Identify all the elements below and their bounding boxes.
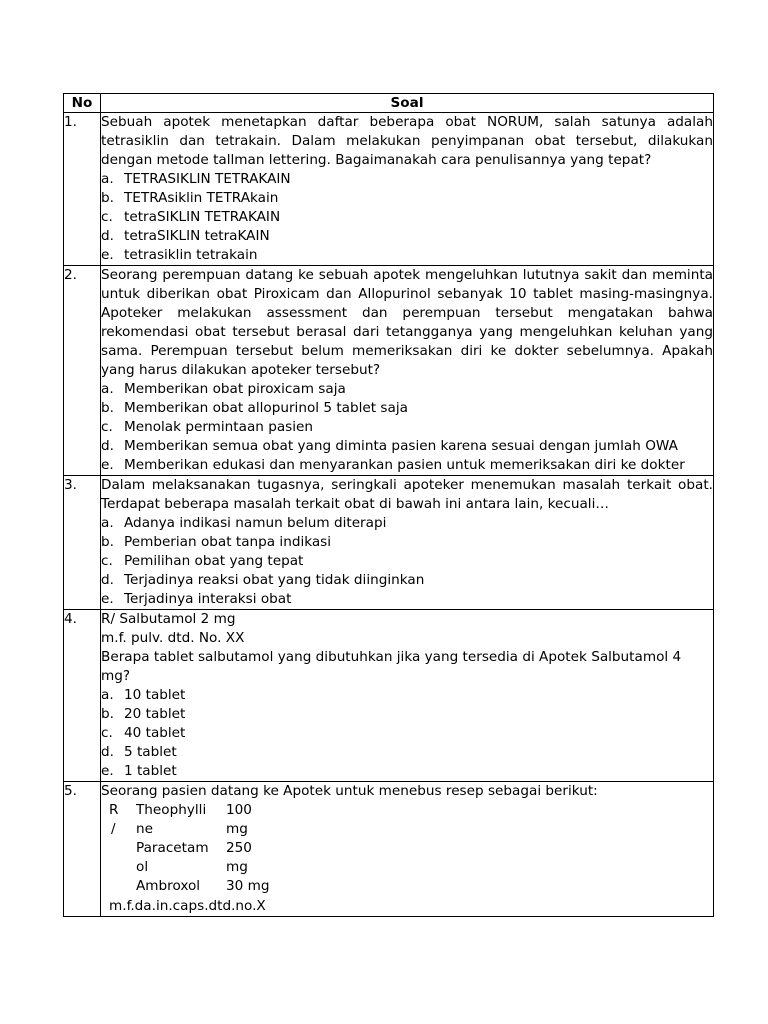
table-header-row — [64, 94, 714, 113]
question-number: 4. — [64, 610, 101, 782]
question-row — [64, 476, 714, 610]
option-text: TETRAsiklin TETRAkain — [124, 190, 279, 206]
drug-dose: 30 mg — [226, 878, 270, 894]
answer-option — [101, 571, 713, 590]
option-letter: e. — [101, 247, 114, 263]
answer-option — [101, 686, 713, 705]
question-number: 1. — [64, 113, 101, 266]
drug-dose: 100 — [226, 802, 252, 818]
question-stem: Dalam melaksanakan tugasnya, seringkali apoteker menemukan masalah terkait obat. Terdapat beberapa masalah terkait obat di bawah ini antara lain, kecuali… — [101, 477, 713, 512]
answer-option — [101, 552, 713, 571]
option-text: Pemberian obat tanpa indikasi — [124, 534, 332, 550]
answer-option — [101, 514, 713, 533]
question-cell — [101, 782, 714, 917]
option-text: 40 tablet — [124, 725, 186, 741]
question-cell — [101, 476, 714, 610]
drug-dose: 250 — [226, 840, 252, 856]
question-number: 2. — [64, 266, 101, 476]
prescription-line: R/ Salbutamol 2 mg — [101, 611, 236, 627]
option-letter: c. — [101, 209, 113, 225]
option-letter: b. — [101, 534, 114, 550]
drug-name: Paracetam — [136, 840, 209, 856]
option-letter: c. — [101, 419, 113, 435]
option-letter: c. — [101, 553, 113, 569]
question-cell — [101, 610, 714, 782]
option-letter: d. — [101, 228, 114, 244]
prescription-block — [101, 801, 713, 897]
rx-symbol: R — [109, 802, 119, 818]
question-cell — [101, 266, 714, 476]
rx-symbol: / — [111, 821, 116, 837]
option-text: Memberikan obat allopurinol 5 tablet saja — [124, 400, 408, 416]
question-table — [63, 93, 714, 917]
option-text: Menolak permintaan pasien — [124, 419, 314, 435]
question-row — [64, 113, 714, 266]
prescription-footer: m.f.da.in.caps.dtd.no.X — [109, 898, 266, 914]
option-text: TETRASIKLIN TETRAKAIN — [124, 171, 291, 187]
option-text: 10 tablet — [124, 687, 186, 703]
question-cell — [101, 113, 714, 266]
option-letter: b. — [101, 400, 114, 416]
option-text: tetrasiklin tetrakain — [124, 247, 258, 263]
answer-option — [101, 437, 713, 456]
question-stem: Seorang perempuan datang ke sebuah apotek mengeluhkan lututnya sakit dan meminta untuk diberikan obat Piroxicam dan Allopurinol sebanyak 10 tablet masing-masingnya. Apoteker melakukan assessment dan perempuan tersebut mengatakan bahwa rekomendasi obat tersebut berasal dari tetangganya yang mengeluhkan keluhan yang sama. Perempuan tersebut belum memeriksakan diri ke dokter sebelumnya. Apakah yang harus dilakukan apoteker tersebut? — [101, 267, 713, 378]
question-number: 3. — [64, 476, 101, 610]
answer-option — [101, 399, 713, 418]
option-text: Pemilihan obat yang tepat — [124, 553, 304, 569]
answer-option — [101, 590, 713, 609]
option-letter: e. — [101, 457, 114, 473]
option-letter: a. — [101, 687, 114, 703]
drug-name: Ambroxol — [136, 878, 201, 894]
drug-dose: mg — [226, 859, 248, 875]
question-stem: Seorang pasien datang ke Apotek untuk menebus resep sebagai berikut: — [101, 783, 598, 799]
option-letter: a. — [101, 381, 114, 397]
question-row — [64, 610, 714, 782]
option-text: tetraSIKLIN tetraKAIN — [124, 228, 270, 244]
option-text: tetraSIKLIN TETRAKAIN — [124, 209, 281, 225]
drug-name: ol — [136, 859, 149, 875]
option-letter: d. — [101, 744, 114, 760]
answer-option — [101, 743, 713, 762]
answer-option — [101, 724, 713, 743]
question-row — [64, 266, 714, 476]
answer-option — [101, 533, 713, 552]
drug-name: Theophylli — [136, 802, 207, 818]
question-row — [64, 782, 714, 917]
option-letter: e. — [101, 763, 114, 779]
question-stem: Berapa tablet salbutamol yang dibutuhkan jika yang tersedia di Apotek Salbutamol 4 mg? — [101, 649, 682, 684]
answer-option — [101, 227, 713, 246]
option-text: 20 tablet — [124, 706, 186, 722]
answer-option — [101, 762, 713, 781]
option-text: Terjadinya interaksi obat — [124, 591, 292, 607]
option-letter: d. — [101, 572, 114, 588]
drug-name: ne — [136, 821, 153, 837]
answer-option — [101, 208, 713, 227]
answer-option — [101, 705, 713, 724]
answer-option — [101, 189, 713, 208]
option-letter: a. — [101, 171, 114, 187]
answer-option — [101, 380, 713, 399]
option-text: 1 tablet — [124, 763, 177, 779]
option-text: Memberikan edukasi dan menyarankan pasien untuk memeriksakan diri ke dokter — [124, 457, 685, 473]
question-number: 5. — [64, 782, 101, 917]
answer-option — [101, 456, 713, 475]
option-text: Memberikan obat piroxicam saja — [124, 381, 346, 397]
option-letter: b. — [101, 706, 114, 722]
option-text: Terjadinya reaksi obat yang tidak diinginkan — [124, 572, 425, 588]
answer-option — [101, 170, 713, 189]
option-text: Memberikan semua obat yang diminta pasien karena sesuai dengan jumlah OWA — [124, 438, 678, 454]
question-stem: Sebuah apotek menetapkan daftar beberapa obat NORUM, salah satunya adalah tetrasiklin dan tetrakain. Dalam melakukan penyimpanan obat tersebut, dilakukan dengan metode tallman lettering. Bagaimanakah cara penulisannya yang tepat? — [101, 114, 713, 168]
option-letter: e. — [101, 591, 114, 607]
option-text: 5 tablet — [124, 744, 177, 760]
option-letter: c. — [101, 725, 113, 741]
header-soal: Soal — [101, 94, 714, 113]
header-no: No — [64, 94, 101, 113]
option-letter: a. — [101, 515, 114, 531]
prescription-line: m.f. pulv. dtd. No. XX — [101, 630, 245, 646]
option-text: Adanya indikasi namun belum diterapi — [124, 515, 387, 531]
option-letter: d. — [101, 438, 114, 454]
answer-option — [101, 418, 713, 437]
answer-option — [101, 246, 713, 265]
option-letter: b. — [101, 190, 114, 206]
drug-dose: mg — [226, 821, 248, 837]
